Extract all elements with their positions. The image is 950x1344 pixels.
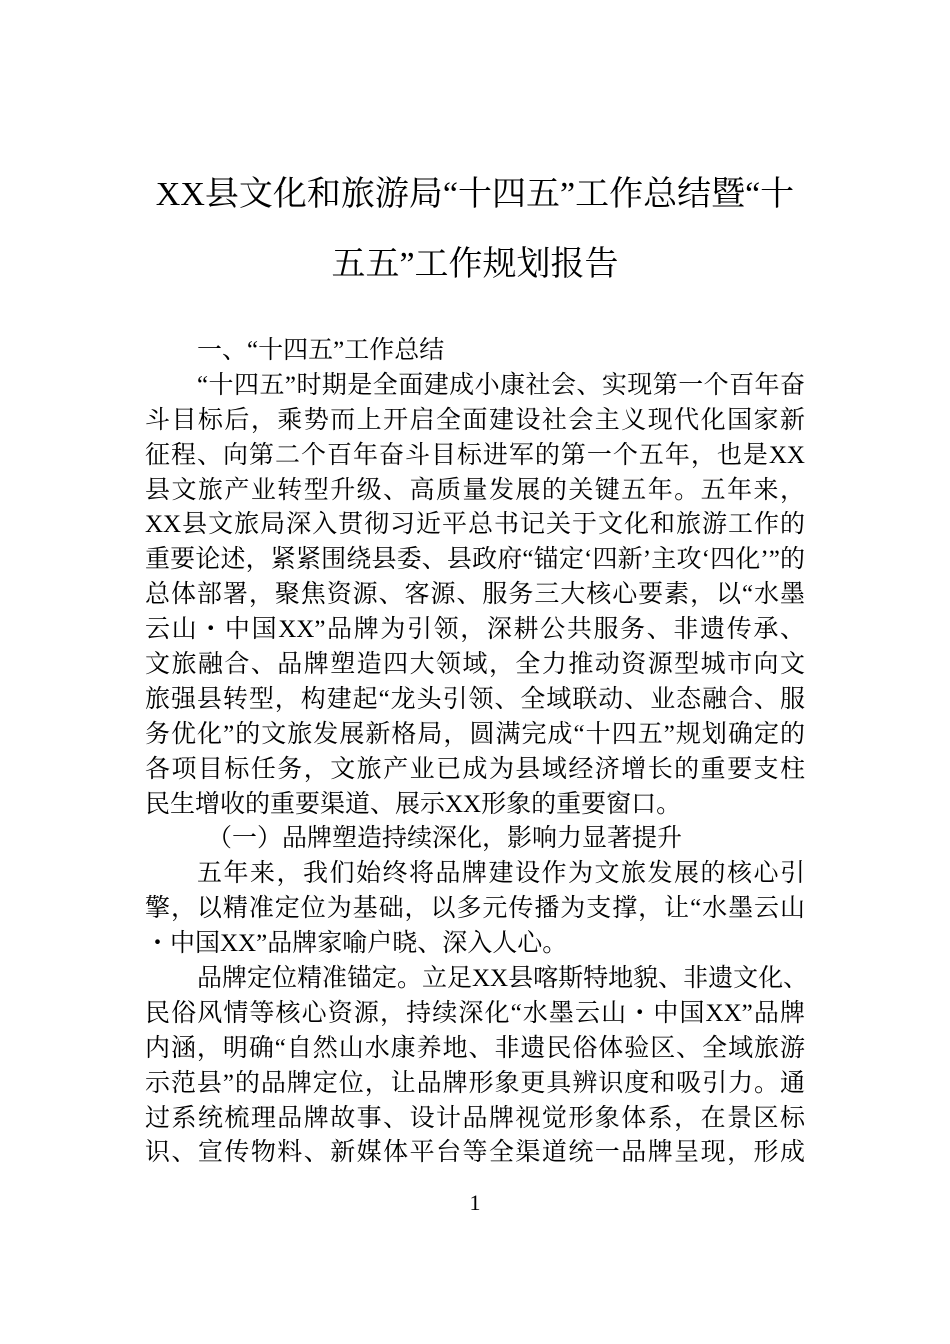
paragraph-line: 总体部署，聚焦资源、客源、服务三大核心要素，以“水墨 <box>145 581 805 609</box>
paragraph-line: “十四五”时期是全面建成小康社会、实现第一个百年奋 <box>197 371 805 399</box>
paragraph-line: ・中国XX”品牌家喻户晓、深入人心。 <box>145 930 568 958</box>
document-body <box>145 334 809 1171</box>
paragraph-line: 各项目标任务，文旅产业已成为县域经济增长的重要支柱 <box>145 755 805 783</box>
paragraph-line: 文旅融合、品牌塑造四大领域，全力推动资源型城市向文 <box>145 651 805 679</box>
paragraph <box>145 962 809 1171</box>
document-title-line-1: XX县文化和旅游局“十四五”工作总结暨“十 <box>155 176 795 213</box>
document-title-line-2: 五五”工作规划报告 <box>331 246 619 283</box>
page-number: 1 <box>469 1190 481 1215</box>
paragraph <box>145 857 805 962</box>
paragraph-line: 云山・中国XX”品牌为引领，深耕公共服务、非遗传承、 <box>145 616 805 644</box>
paragraph-line: 品牌定位精准锚定。立足XX县喀斯特地貌、非遗文化、 <box>197 965 809 993</box>
paragraph-line: 擎，以精准定位为基础，以多元传播为支撑，让“水墨云山 <box>145 895 805 923</box>
paragraph-line: 识、宣传物料、新媒体平台等全渠道统一品牌呈现，形成 <box>145 1139 805 1167</box>
paragraph-line: 五年来，我们始终将品牌建设作为文旅发展的核心引 <box>197 860 805 888</box>
paragraph-line: 旅强县转型，构建起“龙头引领、全域联动、业态融合、服 <box>145 685 805 713</box>
paragraph-line: 民俗风情等核心资源，持续深化“水墨云山・中国XX”品牌 <box>145 999 805 1027</box>
paragraph <box>145 369 805 823</box>
paragraph-line: 县文旅产业转型升级、高质量发展的关键五年。五年来， <box>145 476 805 504</box>
paragraph-line: 示范县”的品牌定位，让品牌形象更具辨识度和吸引力。通 <box>145 1069 805 1097</box>
paragraph-line: 民生增收的重要渠道、展示XX形象的重要窗口。 <box>145 790 682 818</box>
paragraph-line: 重要论述，紧紧围绕县委、县政府“锚定‘四新’主攻‘四化’”的 <box>145 546 805 574</box>
paragraph-line: 务优化”的文旅发展新格局，圆满完成“十四五”规划确定的 <box>145 720 805 748</box>
paragraph-line: 过系统梳理品牌故事、设计品牌视觉形象体系，在景区标 <box>145 1104 805 1132</box>
paragraph-line: 斗目标后，乘势而上开启全面建设社会主义现代化国家新 <box>145 406 805 434</box>
subsection-heading: （一）品牌塑造持续深化，影响力显著提升 <box>207 825 683 853</box>
paragraph-line: 内涵，明确“自然山水康养地、非遗民俗体验区、全域旅游 <box>145 1034 805 1062</box>
section-heading: 一、“十四五”工作总结 <box>197 337 445 364</box>
paragraph-line: 征程、向第二个百年奋斗目标进军的第一个五年，也是XX <box>145 441 805 469</box>
paragraph-line: XX县文旅局深入贯彻习近平总书记关于文化和旅游工作的 <box>145 511 805 539</box>
